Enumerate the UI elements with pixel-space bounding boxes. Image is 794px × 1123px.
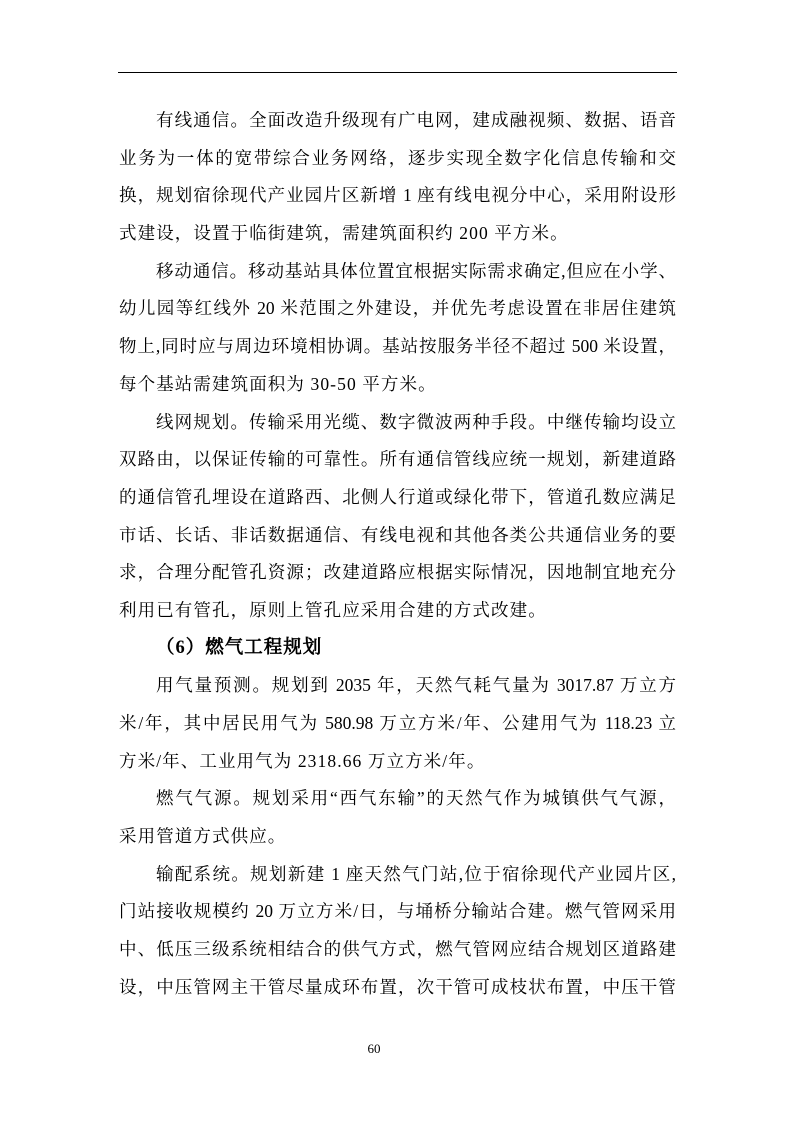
text-line: 有线通信。全面改造升级现有广电网，建成融视频、数据、语音	[156, 110, 676, 130]
text-line: 移动通信。移动基站具体位置宜根据实际需求确定,但应在小学、	[156, 260, 676, 281]
text-line: 幼儿园等红线外 20 米范围之外建设，并优先考虑设置在非居住建筑	[119, 298, 676, 319]
text-line: 燃气气源。规划采用“西气东输”的天然气作为城镇供气气源，	[156, 788, 676, 809]
paragraph-network-planning	[119, 404, 676, 630]
document-body	[119, 102, 676, 1007]
text-line: 设，中压管网主干管尽量成环布置，次干管可成枝状布置，中压干管	[119, 976, 677, 997]
text-line: 方米/年、工业用气为 2318.66 万立方米/年。	[119, 750, 486, 771]
text-line: 中、低压三级系统相结合的供气方式，燃气管网应结合规划区道路建	[119, 939, 676, 960]
text-line: （6）燃气工程规划	[156, 637, 323, 658]
text-line: 采用管道方式供应。	[119, 826, 287, 847]
text-line: 式建设，设置于临街建筑，需建筑面积约 200 平方米。	[119, 223, 569, 244]
text-line: 物上,同时应与周边环境相协调。基站按服务半径不超过 500 米设置，	[119, 336, 676, 357]
text-line: 换，规划宿徐现代产业园片区新增 1 座有线电视分中心，采用附设形	[119, 185, 676, 206]
text-line: 求，合理分配管孔资源；改建道路应根据实际情况，因地制宜地充分	[119, 562, 676, 583]
text-line: 用气量预测。规划到 2035 年，天然气耗气量为 3017.87 万立方	[156, 675, 676, 696]
text-line: 业务为一体的宽带综合业务网络，逐步实现全数字化信息传输和交	[119, 147, 676, 168]
paragraph-gas-demand-forecast	[119, 667, 676, 780]
paragraph-cable-communication	[119, 102, 676, 253]
text-line: 的通信管孔埋设在道路西、北侧人行道或绿化带下，管道孔数应满足	[119, 486, 676, 507]
text-line: 市话、长话、非话数据通信、有线电视和其他各类公共通信业务的要	[119, 524, 676, 545]
paragraph-gas-source	[119, 780, 676, 855]
section-heading	[119, 630, 676, 668]
text-line: 线网规划。传输采用光缆、数字微波两种手段。中继传输均设立	[156, 411, 676, 432]
text-line: 每个基站需建筑面积为 30-50 平方米。	[119, 373, 437, 394]
page-number: 60	[367, 1041, 381, 1056]
text-line: 利用已有管孔，原则上管孔应采用合建的方式改建。	[119, 599, 547, 620]
text-line: 输配系统。规划新建 1 座天然气门站,位于宿徐现代产业园片区,	[156, 863, 676, 884]
text-line: 门站接收规模约 20 万立方米/日，与埇桥分输站合建。燃气管网采用	[119, 901, 676, 922]
text-line: 米/年，其中居民用气为 580.98 万立方米/年、公建用气为 118.23 立	[119, 713, 676, 733]
paragraph-gas-distribution-system	[119, 856, 676, 1007]
text-line: 双路由，以保证传输的可靠性。所有通信管线应统一规划，新建道路	[119, 449, 676, 470]
paragraph-mobile-communication	[119, 253, 676, 404]
header-rule	[118, 72, 677, 73]
